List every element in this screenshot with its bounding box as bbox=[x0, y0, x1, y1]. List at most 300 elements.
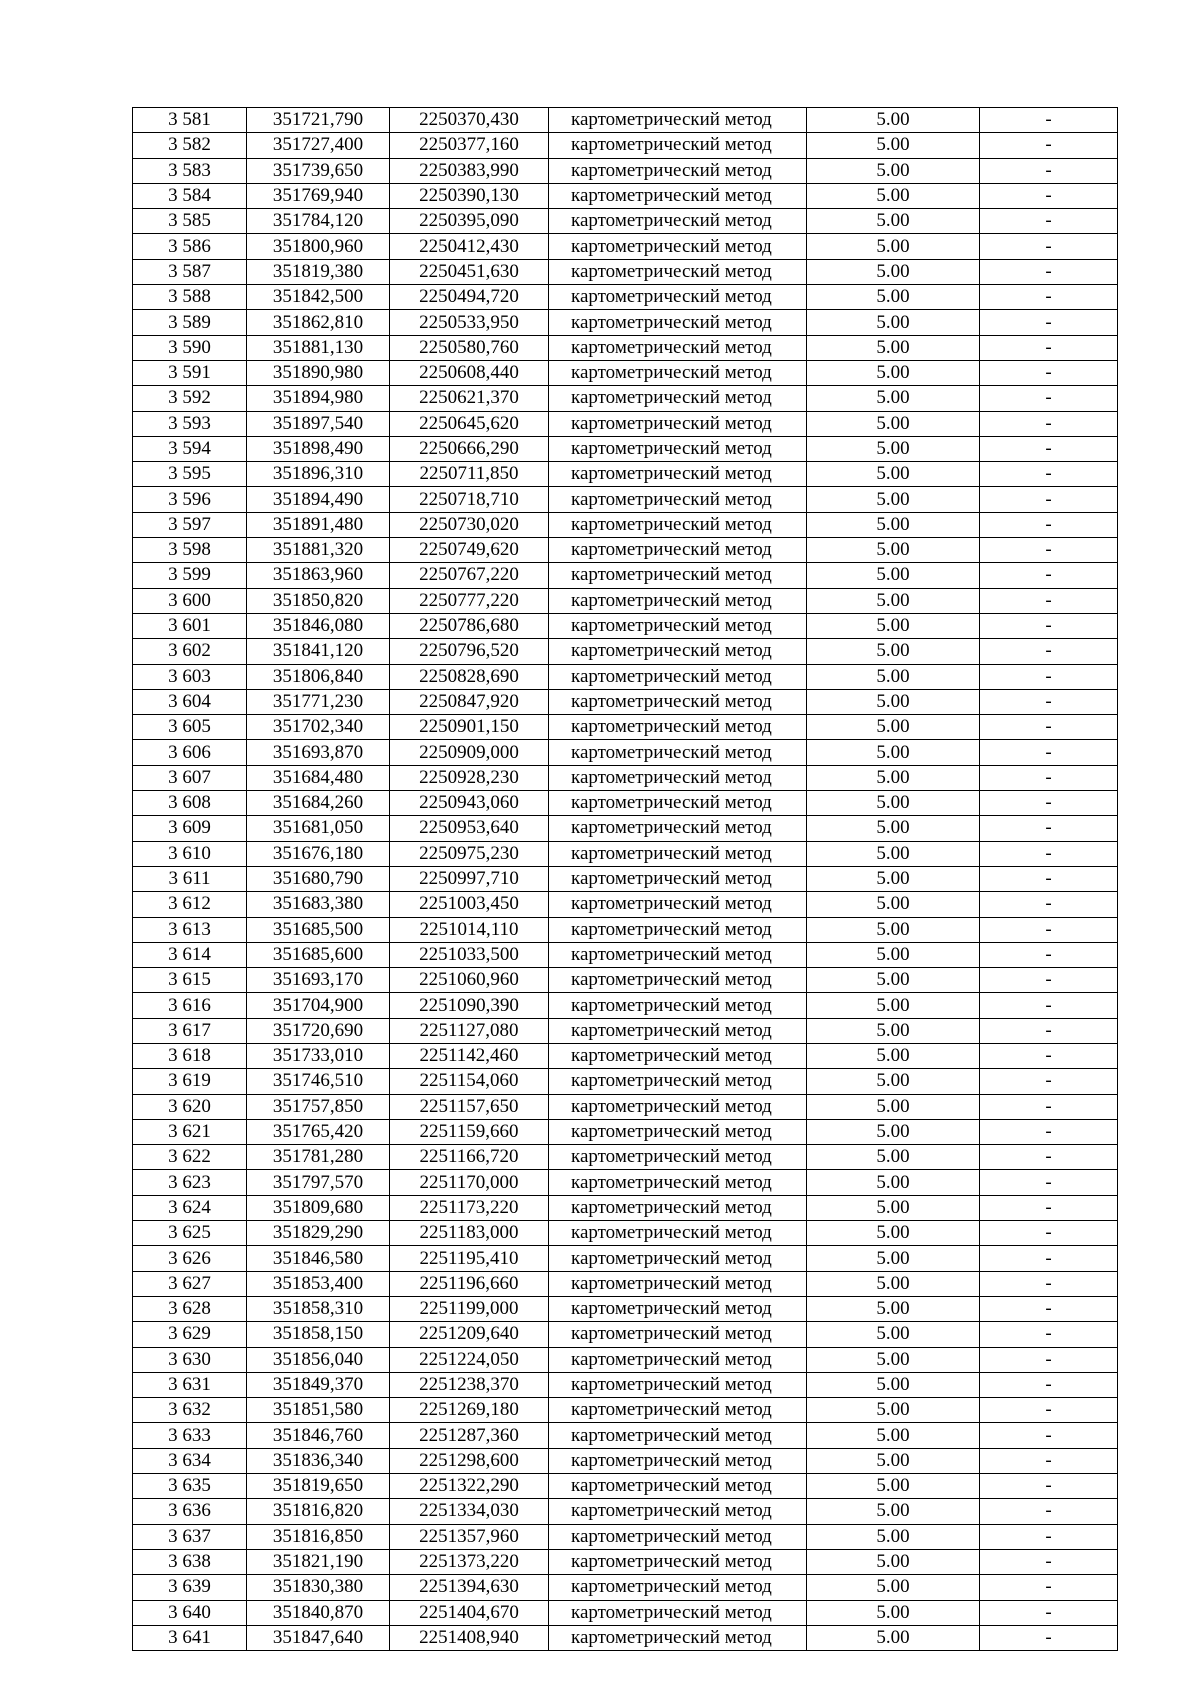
accuracy-cell: 5.00 bbox=[807, 791, 980, 816]
method-cell: картометрический метод bbox=[549, 841, 807, 866]
method-cell: картометрический метод bbox=[549, 1474, 807, 1499]
point-number-cell: 3 634 bbox=[133, 1448, 247, 1473]
y-coordinate-cell: 2251127,080 bbox=[390, 1018, 549, 1043]
method-cell: картометрический метод bbox=[549, 1246, 807, 1271]
point-number-cell: 3 595 bbox=[133, 462, 247, 487]
table-row bbox=[133, 436, 1118, 461]
method-cell: картометрический метод bbox=[549, 183, 807, 208]
method-cell: картометрический метод bbox=[549, 1347, 807, 1372]
point-number-cell: 3 629 bbox=[133, 1322, 247, 1347]
y-coordinate-cell: 2251060,960 bbox=[390, 968, 549, 993]
x-coordinate-cell: 351757,850 bbox=[247, 1094, 390, 1119]
note-cell: - bbox=[980, 791, 1118, 816]
table-row bbox=[133, 942, 1118, 967]
accuracy-cell: 5.00 bbox=[807, 183, 980, 208]
point-number-cell: 3 592 bbox=[133, 386, 247, 411]
method-cell: картометрический метод bbox=[549, 285, 807, 310]
point-number-cell: 3 586 bbox=[133, 234, 247, 259]
point-number-cell: 3 609 bbox=[133, 816, 247, 841]
accuracy-cell: 5.00 bbox=[807, 1296, 980, 1321]
y-coordinate-cell: 2250730,020 bbox=[390, 512, 549, 537]
y-coordinate-cell: 2250494,720 bbox=[390, 285, 549, 310]
x-coordinate-cell: 351739,650 bbox=[247, 158, 390, 183]
note-cell: - bbox=[980, 1195, 1118, 1220]
point-number-cell: 3 600 bbox=[133, 588, 247, 613]
table-body bbox=[133, 108, 1118, 1651]
accuracy-cell: 5.00 bbox=[807, 942, 980, 967]
table-row bbox=[133, 1499, 1118, 1524]
x-coordinate-cell: 351894,490 bbox=[247, 487, 390, 512]
accuracy-cell: 5.00 bbox=[807, 917, 980, 942]
note-cell: - bbox=[980, 1499, 1118, 1524]
point-number-cell: 3 589 bbox=[133, 310, 247, 335]
y-coordinate-cell: 2251166,720 bbox=[390, 1145, 549, 1170]
note-cell: - bbox=[980, 1119, 1118, 1144]
point-number-cell: 3 610 bbox=[133, 841, 247, 866]
table-row bbox=[133, 386, 1118, 411]
table-row bbox=[133, 791, 1118, 816]
accuracy-cell: 5.00 bbox=[807, 436, 980, 461]
accuracy-cell: 5.00 bbox=[807, 588, 980, 613]
note-cell: - bbox=[980, 512, 1118, 537]
y-coordinate-cell: 2251224,050 bbox=[390, 1347, 549, 1372]
point-number-cell: 3 597 bbox=[133, 512, 247, 537]
point-number-cell: 3 619 bbox=[133, 1069, 247, 1094]
point-number-cell: 3 626 bbox=[133, 1246, 247, 1271]
note-cell: - bbox=[980, 285, 1118, 310]
x-coordinate-cell: 351863,960 bbox=[247, 563, 390, 588]
note-cell: - bbox=[980, 133, 1118, 158]
y-coordinate-cell: 2250377,160 bbox=[390, 133, 549, 158]
y-coordinate-cell: 2250580,760 bbox=[390, 335, 549, 360]
method-cell: картометрический метод bbox=[549, 436, 807, 461]
method-cell: картометрический метод bbox=[549, 1398, 807, 1423]
y-coordinate-cell: 2251238,370 bbox=[390, 1372, 549, 1397]
method-cell: картометрический метод bbox=[549, 1195, 807, 1220]
table-row bbox=[133, 588, 1118, 613]
point-number-cell: 3 627 bbox=[133, 1271, 247, 1296]
note-cell: - bbox=[980, 588, 1118, 613]
table-row bbox=[133, 1474, 1118, 1499]
accuracy-cell: 5.00 bbox=[807, 1119, 980, 1144]
x-coordinate-cell: 351830,380 bbox=[247, 1575, 390, 1600]
x-coordinate-cell: 351847,640 bbox=[247, 1625, 390, 1650]
x-coordinate-cell: 351685,600 bbox=[247, 942, 390, 967]
x-coordinate-cell: 351856,040 bbox=[247, 1347, 390, 1372]
note-cell: - bbox=[980, 1372, 1118, 1397]
accuracy-cell: 5.00 bbox=[807, 1448, 980, 1473]
note-cell: - bbox=[980, 1474, 1118, 1499]
accuracy-cell: 5.00 bbox=[807, 158, 980, 183]
x-coordinate-cell: 351891,480 bbox=[247, 512, 390, 537]
table-row bbox=[133, 234, 1118, 259]
method-cell: картометрический метод bbox=[549, 1271, 807, 1296]
x-coordinate-cell: 351733,010 bbox=[247, 1043, 390, 1068]
y-coordinate-cell: 2251142,460 bbox=[390, 1043, 549, 1068]
accuracy-cell: 5.00 bbox=[807, 664, 980, 689]
table-row bbox=[133, 664, 1118, 689]
x-coordinate-cell: 351894,980 bbox=[247, 386, 390, 411]
note-cell: - bbox=[980, 765, 1118, 790]
table-row bbox=[133, 816, 1118, 841]
point-number-cell: 3 631 bbox=[133, 1372, 247, 1397]
y-coordinate-cell: 2251154,060 bbox=[390, 1069, 549, 1094]
point-number-cell: 3 607 bbox=[133, 765, 247, 790]
note-cell: - bbox=[980, 183, 1118, 208]
note-cell: - bbox=[980, 563, 1118, 588]
table-row bbox=[133, 1246, 1118, 1271]
table-row bbox=[133, 512, 1118, 537]
note-cell: - bbox=[980, 462, 1118, 487]
x-coordinate-cell: 351853,400 bbox=[247, 1271, 390, 1296]
accuracy-cell: 5.00 bbox=[807, 639, 980, 664]
point-number-cell: 3 621 bbox=[133, 1119, 247, 1144]
y-coordinate-cell: 2250975,230 bbox=[390, 841, 549, 866]
accuracy-cell: 5.00 bbox=[807, 411, 980, 436]
x-coordinate-cell: 351721,790 bbox=[247, 108, 390, 133]
note-cell: - bbox=[980, 1043, 1118, 1068]
table-row bbox=[133, 183, 1118, 208]
accuracy-cell: 5.00 bbox=[807, 563, 980, 588]
y-coordinate-cell: 2251209,640 bbox=[390, 1322, 549, 1347]
method-cell: картометрический метод bbox=[549, 1043, 807, 1068]
point-number-cell: 3 612 bbox=[133, 892, 247, 917]
method-cell: картометрический метод bbox=[549, 1625, 807, 1650]
note-cell: - bbox=[980, 1423, 1118, 1448]
y-coordinate-cell: 2250928,230 bbox=[390, 765, 549, 790]
x-coordinate-cell: 351858,310 bbox=[247, 1296, 390, 1321]
x-coordinate-cell: 351685,500 bbox=[247, 917, 390, 942]
x-coordinate-cell: 351683,380 bbox=[247, 892, 390, 917]
y-coordinate-cell: 2250621,370 bbox=[390, 386, 549, 411]
table-row bbox=[133, 1549, 1118, 1574]
method-cell: картометрический метод bbox=[549, 715, 807, 740]
table-row bbox=[133, 1195, 1118, 1220]
note-cell: - bbox=[980, 1448, 1118, 1473]
x-coordinate-cell: 351702,340 bbox=[247, 715, 390, 740]
point-number-cell: 3 615 bbox=[133, 968, 247, 993]
y-coordinate-cell: 2251173,220 bbox=[390, 1195, 549, 1220]
note-cell: - bbox=[980, 411, 1118, 436]
table-row bbox=[133, 1625, 1118, 1650]
table-row bbox=[133, 740, 1118, 765]
y-coordinate-cell: 2250847,920 bbox=[390, 689, 549, 714]
point-number-cell: 3 616 bbox=[133, 993, 247, 1018]
table-row bbox=[133, 715, 1118, 740]
accuracy-cell: 5.00 bbox=[807, 1423, 980, 1448]
method-cell: картометрический метод bbox=[549, 866, 807, 891]
note-cell: - bbox=[980, 487, 1118, 512]
note-cell: - bbox=[980, 436, 1118, 461]
table-row bbox=[133, 411, 1118, 436]
x-coordinate-cell: 351684,260 bbox=[247, 791, 390, 816]
point-number-cell: 3 624 bbox=[133, 1195, 247, 1220]
table-row bbox=[133, 108, 1118, 133]
y-coordinate-cell: 2251090,390 bbox=[390, 993, 549, 1018]
method-cell: картометрический метод bbox=[549, 563, 807, 588]
accuracy-cell: 5.00 bbox=[807, 1625, 980, 1650]
table-row bbox=[133, 639, 1118, 664]
note-cell: - bbox=[980, 740, 1118, 765]
y-coordinate-cell: 2251159,660 bbox=[390, 1119, 549, 1144]
table-row bbox=[133, 285, 1118, 310]
point-number-cell: 3 620 bbox=[133, 1094, 247, 1119]
method-cell: картометрический метод bbox=[549, 462, 807, 487]
x-coordinate-cell: 351693,870 bbox=[247, 740, 390, 765]
accuracy-cell: 5.00 bbox=[807, 108, 980, 133]
y-coordinate-cell: 2251014,110 bbox=[390, 917, 549, 942]
y-coordinate-cell: 2250645,620 bbox=[390, 411, 549, 436]
method-cell: картометрический метод bbox=[549, 1575, 807, 1600]
method-cell: картометрический метод bbox=[549, 1322, 807, 1347]
table-row bbox=[133, 1448, 1118, 1473]
accuracy-cell: 5.00 bbox=[807, 1145, 980, 1170]
point-number-cell: 3 618 bbox=[133, 1043, 247, 1068]
note-cell: - bbox=[980, 866, 1118, 891]
method-cell: картометрический метод bbox=[549, 108, 807, 133]
note-cell: - bbox=[980, 715, 1118, 740]
accuracy-cell: 5.00 bbox=[807, 259, 980, 284]
method-cell: картометрический метод bbox=[549, 1372, 807, 1397]
point-number-cell: 3 630 bbox=[133, 1347, 247, 1372]
y-coordinate-cell: 2251287,360 bbox=[390, 1423, 549, 1448]
y-coordinate-cell: 2250786,680 bbox=[390, 613, 549, 638]
accuracy-cell: 5.00 bbox=[807, 715, 980, 740]
accuracy-cell: 5.00 bbox=[807, 335, 980, 360]
point-number-cell: 3 599 bbox=[133, 563, 247, 588]
method-cell: картометрический метод bbox=[549, 993, 807, 1018]
method-cell: картометрический метод bbox=[549, 1094, 807, 1119]
method-cell: картометрический метод bbox=[549, 765, 807, 790]
method-cell: картометрический метод bbox=[549, 209, 807, 234]
x-coordinate-cell: 351836,340 bbox=[247, 1448, 390, 1473]
table-row bbox=[133, 133, 1118, 158]
table-row bbox=[133, 892, 1118, 917]
note-cell: - bbox=[980, 892, 1118, 917]
method-cell: картометрический метод bbox=[549, 234, 807, 259]
note-cell: - bbox=[980, 942, 1118, 967]
accuracy-cell: 5.00 bbox=[807, 1018, 980, 1043]
method-cell: картометрический метод bbox=[549, 1069, 807, 1094]
method-cell: картометрический метод bbox=[549, 386, 807, 411]
y-coordinate-cell: 2250390,130 bbox=[390, 183, 549, 208]
table-row bbox=[133, 1600, 1118, 1625]
table-row bbox=[133, 462, 1118, 487]
x-coordinate-cell: 351720,690 bbox=[247, 1018, 390, 1043]
point-number-cell: 3 614 bbox=[133, 942, 247, 967]
method-cell: картометрический метод bbox=[549, 1423, 807, 1448]
point-number-cell: 3 604 bbox=[133, 689, 247, 714]
point-number-cell: 3 623 bbox=[133, 1170, 247, 1195]
x-coordinate-cell: 351898,490 bbox=[247, 436, 390, 461]
accuracy-cell: 5.00 bbox=[807, 538, 980, 563]
point-number-cell: 3 602 bbox=[133, 639, 247, 664]
point-number-cell: 3 581 bbox=[133, 108, 247, 133]
y-coordinate-cell: 2250451,630 bbox=[390, 259, 549, 284]
note-cell: - bbox=[980, 689, 1118, 714]
x-coordinate-cell: 351781,280 bbox=[247, 1145, 390, 1170]
accuracy-cell: 5.00 bbox=[807, 1347, 980, 1372]
note-cell: - bbox=[980, 1296, 1118, 1321]
table-row bbox=[133, 1398, 1118, 1423]
accuracy-cell: 5.00 bbox=[807, 1221, 980, 1246]
accuracy-cell: 5.00 bbox=[807, 1575, 980, 1600]
note-cell: - bbox=[980, 1271, 1118, 1296]
y-coordinate-cell: 2250666,290 bbox=[390, 436, 549, 461]
note-cell: - bbox=[980, 1170, 1118, 1195]
y-coordinate-cell: 2251357,960 bbox=[390, 1524, 549, 1549]
method-cell: картометрический метод bbox=[549, 1145, 807, 1170]
table-row bbox=[133, 209, 1118, 234]
point-number-cell: 3 601 bbox=[133, 613, 247, 638]
note-cell: - bbox=[980, 1094, 1118, 1119]
accuracy-cell: 5.00 bbox=[807, 740, 980, 765]
accuracy-cell: 5.00 bbox=[807, 1043, 980, 1068]
x-coordinate-cell: 351851,580 bbox=[247, 1398, 390, 1423]
method-cell: картометрический метод bbox=[549, 335, 807, 360]
accuracy-cell: 5.00 bbox=[807, 1170, 980, 1195]
y-coordinate-cell: 2250943,060 bbox=[390, 791, 549, 816]
note-cell: - bbox=[980, 1575, 1118, 1600]
point-number-cell: 3 582 bbox=[133, 133, 247, 158]
y-coordinate-cell: 2250383,990 bbox=[390, 158, 549, 183]
table-row bbox=[133, 917, 1118, 942]
note-cell: - bbox=[980, 1600, 1118, 1625]
y-coordinate-cell: 2251334,030 bbox=[390, 1499, 549, 1524]
point-number-cell: 3 603 bbox=[133, 664, 247, 689]
table-row bbox=[133, 1221, 1118, 1246]
table-row bbox=[133, 1423, 1118, 1448]
table-row bbox=[133, 1296, 1118, 1321]
point-number-cell: 3 625 bbox=[133, 1221, 247, 1246]
note-cell: - bbox=[980, 1018, 1118, 1043]
method-cell: картометрический метод bbox=[549, 664, 807, 689]
method-cell: картометрический метод bbox=[549, 1549, 807, 1574]
x-coordinate-cell: 351684,480 bbox=[247, 765, 390, 790]
method-cell: картометрический метод bbox=[549, 1296, 807, 1321]
accuracy-cell: 5.00 bbox=[807, 1246, 980, 1271]
point-number-cell: 3 608 bbox=[133, 791, 247, 816]
x-coordinate-cell: 351846,760 bbox=[247, 1423, 390, 1448]
y-coordinate-cell: 2250718,710 bbox=[390, 487, 549, 512]
accuracy-cell: 5.00 bbox=[807, 1195, 980, 1220]
table-row bbox=[133, 1372, 1118, 1397]
table-row bbox=[133, 1347, 1118, 1372]
y-coordinate-cell: 2251157,650 bbox=[390, 1094, 549, 1119]
method-cell: картометрический метод bbox=[549, 791, 807, 816]
accuracy-cell: 5.00 bbox=[807, 234, 980, 259]
method-cell: картометрический метод bbox=[549, 689, 807, 714]
point-number-cell: 3 591 bbox=[133, 360, 247, 385]
table-row bbox=[133, 1145, 1118, 1170]
y-coordinate-cell: 2250412,430 bbox=[390, 234, 549, 259]
note-cell: - bbox=[980, 538, 1118, 563]
y-coordinate-cell: 2251196,660 bbox=[390, 1271, 549, 1296]
y-coordinate-cell: 2250909,000 bbox=[390, 740, 549, 765]
accuracy-cell: 5.00 bbox=[807, 765, 980, 790]
point-number-cell: 3 640 bbox=[133, 1600, 247, 1625]
table-row bbox=[133, 158, 1118, 183]
x-coordinate-cell: 351821,190 bbox=[247, 1549, 390, 1574]
x-coordinate-cell: 351816,850 bbox=[247, 1524, 390, 1549]
y-coordinate-cell: 2251003,450 bbox=[390, 892, 549, 917]
y-coordinate-cell: 2250370,430 bbox=[390, 108, 549, 133]
x-coordinate-cell: 351829,290 bbox=[247, 1221, 390, 1246]
accuracy-cell: 5.00 bbox=[807, 816, 980, 841]
note-cell: - bbox=[980, 917, 1118, 942]
method-cell: картометрический метод bbox=[549, 1119, 807, 1144]
x-coordinate-cell: 351890,980 bbox=[247, 360, 390, 385]
table-row bbox=[133, 1069, 1118, 1094]
point-number-cell: 3 594 bbox=[133, 436, 247, 461]
table-row bbox=[133, 563, 1118, 588]
accuracy-cell: 5.00 bbox=[807, 310, 980, 335]
x-coordinate-cell: 351681,050 bbox=[247, 816, 390, 841]
x-coordinate-cell: 351746,510 bbox=[247, 1069, 390, 1094]
method-cell: картометрический метод bbox=[549, 1600, 807, 1625]
table-row bbox=[133, 765, 1118, 790]
note-cell: - bbox=[980, 1524, 1118, 1549]
table-row bbox=[133, 1575, 1118, 1600]
accuracy-cell: 5.00 bbox=[807, 209, 980, 234]
accuracy-cell: 5.00 bbox=[807, 285, 980, 310]
x-coordinate-cell: 351809,680 bbox=[247, 1195, 390, 1220]
x-coordinate-cell: 351800,960 bbox=[247, 234, 390, 259]
note-cell: - bbox=[980, 664, 1118, 689]
table-row bbox=[133, 310, 1118, 335]
y-coordinate-cell: 2250533,950 bbox=[390, 310, 549, 335]
table-row bbox=[133, 866, 1118, 891]
method-cell: картометрический метод bbox=[549, 588, 807, 613]
table-row bbox=[133, 538, 1118, 563]
accuracy-cell: 5.00 bbox=[807, 386, 980, 411]
y-coordinate-cell: 2251404,670 bbox=[390, 1600, 549, 1625]
point-number-cell: 3 635 bbox=[133, 1474, 247, 1499]
note-cell: - bbox=[980, 108, 1118, 133]
x-coordinate-cell: 351727,400 bbox=[247, 133, 390, 158]
x-coordinate-cell: 351704,900 bbox=[247, 993, 390, 1018]
point-number-cell: 3 598 bbox=[133, 538, 247, 563]
y-coordinate-cell: 2251373,220 bbox=[390, 1549, 549, 1574]
point-number-cell: 3 632 bbox=[133, 1398, 247, 1423]
method-cell: картометрический метод bbox=[549, 310, 807, 335]
accuracy-cell: 5.00 bbox=[807, 968, 980, 993]
method-cell: картометрический метод bbox=[549, 487, 807, 512]
accuracy-cell: 5.00 bbox=[807, 613, 980, 638]
x-coordinate-cell: 351841,120 bbox=[247, 639, 390, 664]
table-row bbox=[133, 259, 1118, 284]
method-cell: картометрический метод bbox=[549, 259, 807, 284]
y-coordinate-cell: 2250997,710 bbox=[390, 866, 549, 891]
accuracy-cell: 5.00 bbox=[807, 841, 980, 866]
y-coordinate-cell: 2251033,500 bbox=[390, 942, 549, 967]
x-coordinate-cell: 351846,580 bbox=[247, 1246, 390, 1271]
method-cell: картометрический метод bbox=[549, 512, 807, 537]
y-coordinate-cell: 2250777,220 bbox=[390, 588, 549, 613]
y-coordinate-cell: 2251199,000 bbox=[390, 1296, 549, 1321]
note-cell: - bbox=[980, 1347, 1118, 1372]
table-row bbox=[133, 1170, 1118, 1195]
y-coordinate-cell: 2250608,440 bbox=[390, 360, 549, 385]
accuracy-cell: 5.00 bbox=[807, 487, 980, 512]
x-coordinate-cell: 351840,870 bbox=[247, 1600, 390, 1625]
accuracy-cell: 5.00 bbox=[807, 1398, 980, 1423]
method-cell: картометрический метод bbox=[549, 360, 807, 385]
method-cell: картометрический метод bbox=[549, 816, 807, 841]
table-row bbox=[133, 335, 1118, 360]
accuracy-cell: 5.00 bbox=[807, 1322, 980, 1347]
x-coordinate-cell: 351797,570 bbox=[247, 1170, 390, 1195]
